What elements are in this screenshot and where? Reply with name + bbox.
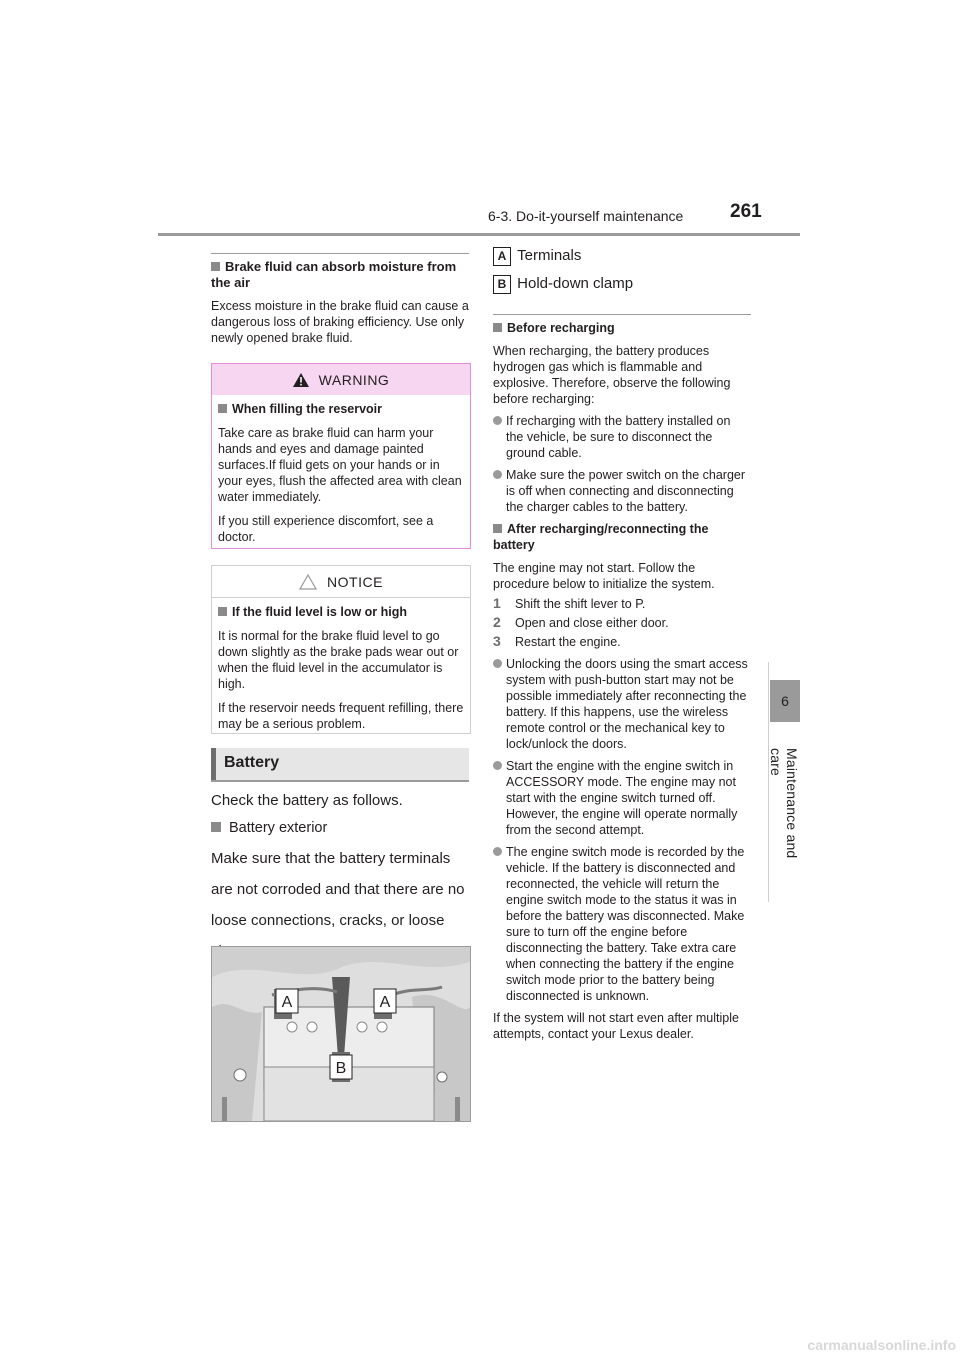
svg-text:carmanualsonline.info: carmanualsonline.info	[807, 1337, 956, 1353]
legend-text-a: Terminals	[517, 247, 582, 264]
step-item: 2 Open and close either door.	[493, 614, 669, 630]
square-bullet-icon	[493, 323, 502, 332]
square-bullet-icon	[218, 607, 227, 616]
square-bullet-icon	[493, 524, 502, 533]
bullet-dot-icon	[493, 470, 502, 479]
notice-heading: If the fluid level is low or high	[218, 604, 464, 620]
square-bullet-icon	[218, 404, 227, 413]
list-item: Start the engine with the engine switch in ACCESSORY mode. The engine may not start with the engine switch turned off. However, the engine will operate normally from the second attempt.	[493, 758, 751, 838]
notice-para-1: It is normal for the brake fluid level to go down slightly as the brake pads wear out or when the fluid level in the accumulator is high.	[218, 629, 459, 691]
after-recharging-heading: After recharging/reconnecting the battery	[493, 522, 709, 552]
warning-heading: When filling the reservoir	[218, 401, 464, 417]
page-number: 261	[730, 201, 762, 222]
list-item: Unlocking the doors using the smart access system with push-button start may not be possible immediately after reconnecting the battery. If this happens, use the wireless remote control or the mechanical key to lock/unlock the doors.	[493, 656, 751, 752]
figure-label-a-right: A	[379, 994, 391, 1011]
warning-para-2: If you still experience discomfort, see a doctor.	[218, 514, 434, 544]
column-rule	[211, 253, 469, 254]
section-title: 6-3. Do-it-yourself maintenance	[488, 208, 684, 224]
before-recharging-heading: Before recharging	[493, 320, 751, 336]
legend-key-a: A	[493, 247, 511, 266]
warning-header	[212, 364, 470, 395]
warning-para-1: Take care as brake fluid can harm your hands and eyes and damage painted surfaces.If fluid gets on your hands or in your eyes, flush the affected area with clean water immediately.	[218, 426, 462, 504]
header-rule	[158, 233, 800, 236]
battery-exterior-heading: Battery exterior	[211, 818, 469, 838]
column-rule	[493, 314, 751, 315]
chapter-label: Maintenance and care	[768, 748, 800, 859]
legend-key-b: B	[493, 275, 511, 294]
recharging-section	[493, 320, 751, 1042]
figure-label-a-left: A	[281, 994, 293, 1011]
before-recharging-body: When recharging, the battery produces hydrogen gas which is flammable and explosive. Therefore, observe the following before recharging:	[493, 344, 731, 406]
list-item: If recharging with the battery installed on the vehicle, be sure to disconnect the ground cable.	[493, 413, 751, 461]
brake-fluid-section	[211, 259, 469, 346]
step-item: 3 Restart the engine.	[493, 633, 621, 649]
battery-section-title: Battery	[224, 754, 280, 771]
battery-exterior-body: Make sure that the battery terminals are not corroded and that there are no loose connections, cracks, or loose	[211, 850, 465, 929]
warning-title: WARNING	[318, 371, 390, 388]
notice-para-2: If the reservoir needs frequent refilling, there may be a serious problem.	[218, 701, 464, 731]
engine-bay-drawing	[212, 947, 470, 1121]
notice-header	[212, 566, 470, 598]
chapter-number: 6	[781, 693, 789, 709]
bullet-dot-icon	[493, 761, 502, 770]
battery-illustration	[211, 946, 471, 1122]
notice-title: NOTICE	[327, 573, 383, 590]
legend-item	[493, 274, 751, 302]
check-battery-text: Check the battery as follows.	[211, 792, 403, 809]
square-bullet-icon	[211, 262, 220, 271]
figure-label-b: B	[335, 1060, 347, 1077]
bullet-dot-icon	[493, 416, 502, 425]
figure-legend	[493, 246, 751, 302]
battery-section-header	[211, 748, 469, 782]
step-item: 1 Shift the shift lever to P.	[493, 595, 646, 611]
bullet-dot-icon	[493, 659, 502, 668]
notice-box	[211, 565, 471, 734]
bullet-dot-icon	[493, 847, 502, 856]
after-recharging-body: The engine may not start. Follow the procedure below to initialize the system.	[493, 561, 715, 591]
caution-triangle-icon	[299, 574, 317, 590]
watermark-logo	[770, 1330, 960, 1358]
legend-item	[493, 246, 751, 274]
list-item: The engine switch mode is recorded by the vehicle. If the battery is disconnected and reconnected, the vehicle will return the engine switch mode to the status it was in before the battery was disconnected. Make sure to turn off the engine before disconnecting the battery. Take extra care when connecting the battery if the engine switch mode prior to the battery being disconnected is unknown.	[493, 844, 751, 1004]
list-item: Make sure the power switch on the charger is off when connecting and disconnecting the charger cables to the battery.	[493, 467, 751, 515]
closing-text: If the system will not start even after multiple attempts, contact your Lexus dealer.	[493, 1011, 739, 1041]
brake-fluid-body: Excess moisture in the brake fluid can cause a dangerous loss of braking efficiency. Use only newly opened brake fluid.	[211, 299, 469, 345]
brake-fluid-heading: Brake fluid can absorb moisture from the air	[211, 259, 457, 290]
square-bullet-icon	[211, 822, 221, 832]
warning-box	[211, 363, 471, 549]
legend-text-b: Hold-down clamp	[517, 275, 634, 292]
warning-triangle-icon	[293, 373, 309, 387]
